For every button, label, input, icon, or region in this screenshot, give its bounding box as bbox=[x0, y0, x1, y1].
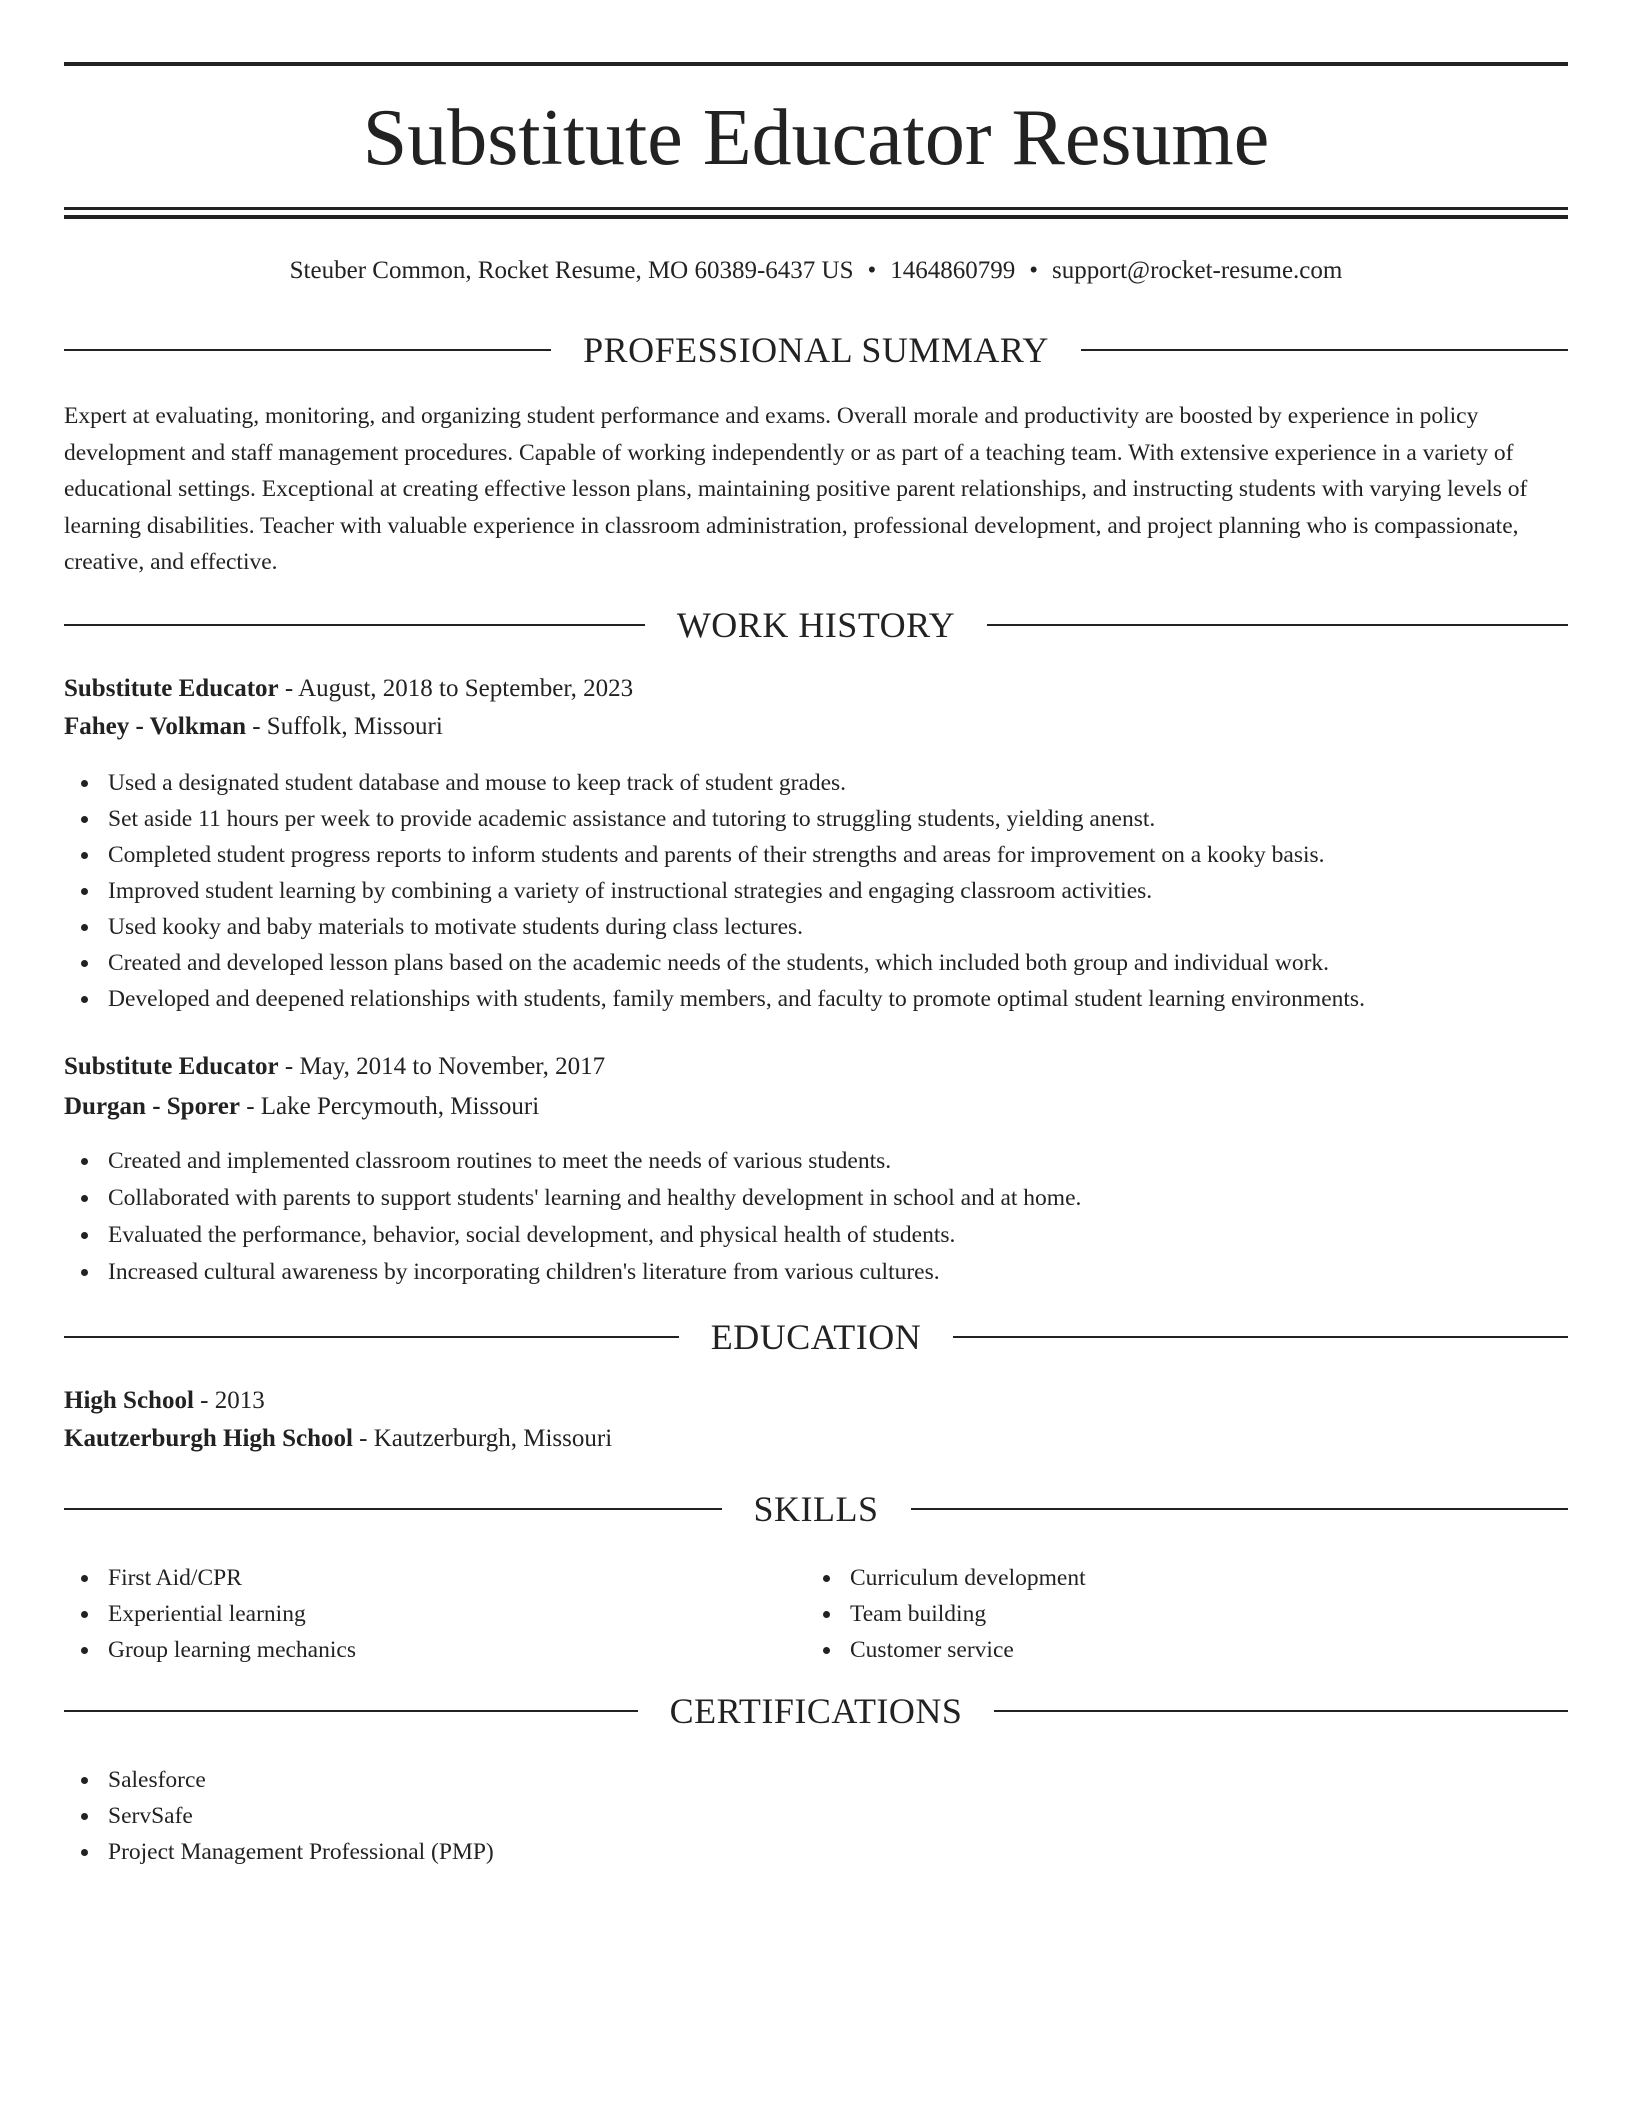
contact-phone: 1464860799 bbox=[890, 257, 1016, 284]
list-item: Developed and deepened relationships with students, family members, and faculty to promote optimal student learning environments. bbox=[64, 981, 1568, 1017]
skill-item: Team building bbox=[806, 1596, 1546, 1632]
heading-rule-right bbox=[987, 624, 1568, 626]
contact-email: support@rocket-resume.com bbox=[1052, 257, 1343, 284]
education-degree-line bbox=[64, 1385, 1568, 1417]
section-title: WORK HISTORY bbox=[676, 605, 956, 645]
heading-rule-left bbox=[64, 1336, 679, 1338]
list-item: Improved student learning by combining a variety of instructional strategies and engaging classroom activities. bbox=[64, 873, 1568, 909]
section-title: CERTIFICATIONS bbox=[669, 1691, 963, 1731]
heading-rule-left bbox=[64, 1710, 638, 1712]
skill-item: Experiential learning bbox=[64, 1596, 804, 1632]
skill-item: Customer service bbox=[806, 1632, 1546, 1668]
section-heading-education bbox=[64, 1315, 1568, 1359]
title-rule-upper bbox=[64, 207, 1568, 210]
section-heading-work bbox=[64, 603, 1568, 647]
list-item: Set aside 11 hours per week to provide academic assistance and tutoring to struggling students, yielding anenst. bbox=[64, 801, 1568, 837]
summary-paragraph: Expert at evaluating, monitoring, and organizing student performance and exams. Overall morale and productivity are boosted by experience in policy development and staff management procedures. Capable of working independently or as part of a teaching team. With extensive experience in a variety of educational settings. Exceptional at creating effective lesson plans, maintaining positive parent relationships, and instructing students with varying levels of learning disabilities. Teacher with valuable experience in classroom administration, professional development, and project planning who is compassionate, creative, and effective. bbox=[64, 403, 1528, 575]
job-dates: - August, 2018 to September, 2023 bbox=[278, 675, 634, 702]
job-company-line bbox=[64, 711, 1568, 743]
certification-item: Salesforce bbox=[64, 1762, 1568, 1798]
job-location: - Lake Percymouth, Missouri bbox=[239, 1093, 540, 1120]
job-title-line bbox=[64, 1051, 1568, 1083]
top-rule bbox=[64, 62, 1568, 66]
education-school-line bbox=[64, 1423, 1568, 1455]
heading-rule-left bbox=[64, 624, 645, 626]
job-company-line bbox=[64, 1091, 1568, 1123]
certifications-list bbox=[64, 1762, 1568, 1870]
list-item: Created and developed lesson plans based on the academic needs of the students, which included both group and individual work. bbox=[64, 945, 1568, 981]
list-item: Collaborated with parents to support students' learning and healthy development in school and at home. bbox=[64, 1180, 1568, 1217]
job-company: Durgan - Sporer bbox=[64, 1093, 240, 1120]
list-item: Completed student progress reports to inform students and parents of their strengths and areas for improvement on a kooky basis. bbox=[64, 837, 1568, 873]
education-degree: High School bbox=[64, 1387, 194, 1414]
job-bullets bbox=[64, 1143, 1568, 1291]
job-dates: - May, 2014 to November, 2017 bbox=[278, 1053, 606, 1080]
section-title: SKILLS bbox=[753, 1489, 879, 1529]
contact-separator: • bbox=[1029, 257, 1039, 284]
title-rule-lower bbox=[64, 215, 1568, 219]
job-title: Substitute Educator bbox=[64, 1053, 279, 1080]
list-item: Used a designated student database and mouse to keep track of student grades. bbox=[64, 765, 1568, 801]
skills-list-right bbox=[806, 1560, 1546, 1668]
education-year: - 2013 bbox=[193, 1387, 265, 1414]
skill-item: Group learning mechanics bbox=[64, 1632, 804, 1668]
heading-rule-left bbox=[64, 1508, 722, 1510]
contact-separator: • bbox=[867, 257, 877, 284]
contact-address: Steuber Common, Rocket Resume, MO 60389-6437 US bbox=[289, 257, 854, 284]
skills-list-left bbox=[64, 1560, 804, 1668]
heading-rule-left bbox=[64, 349, 551, 351]
job-bullets bbox=[64, 765, 1568, 1017]
certification-item: Project Management Professional (PMP) bbox=[64, 1834, 1568, 1870]
list-item: Used kooky and baby materials to motivate students during class lectures. bbox=[64, 909, 1568, 945]
list-item: Increased cultural awareness by incorporating children's literature from various cultures. bbox=[64, 1254, 1568, 1291]
job-title-line bbox=[64, 673, 1568, 705]
section-heading-skills bbox=[64, 1487, 1568, 1531]
job-title: Substitute Educator bbox=[64, 675, 279, 702]
heading-rule-right bbox=[994, 1710, 1568, 1712]
section-title: PROFESSIONAL SUMMARY bbox=[583, 330, 1049, 370]
list-item: Created and implemented classroom routines to meet the needs of various students. bbox=[64, 1143, 1568, 1180]
education-school: Kautzerburgh High School bbox=[64, 1425, 353, 1452]
education-location: - Kautzerburgh, Missouri bbox=[352, 1425, 613, 1452]
job-location: - Suffolk, Missouri bbox=[245, 713, 443, 740]
skill-item: First Aid/CPR bbox=[64, 1560, 804, 1596]
heading-rule-right bbox=[1081, 349, 1568, 351]
certification-item: ServSafe bbox=[64, 1798, 1568, 1834]
contact-line bbox=[64, 255, 1568, 287]
section-heading-certifications bbox=[64, 1689, 1568, 1733]
heading-rule-right bbox=[953, 1336, 1568, 1338]
section-title: EDUCATION bbox=[710, 1317, 922, 1357]
section-heading-summary bbox=[64, 328, 1568, 372]
skill-item: Curriculum development bbox=[806, 1560, 1546, 1596]
resume-title: Substitute Educator Resume bbox=[362, 94, 1270, 182]
list-item: Evaluated the performance, behavior, social development, and physical health of students. bbox=[64, 1217, 1568, 1254]
heading-rule-right bbox=[911, 1508, 1569, 1510]
job-company: Fahey - Volkman bbox=[64, 713, 246, 740]
